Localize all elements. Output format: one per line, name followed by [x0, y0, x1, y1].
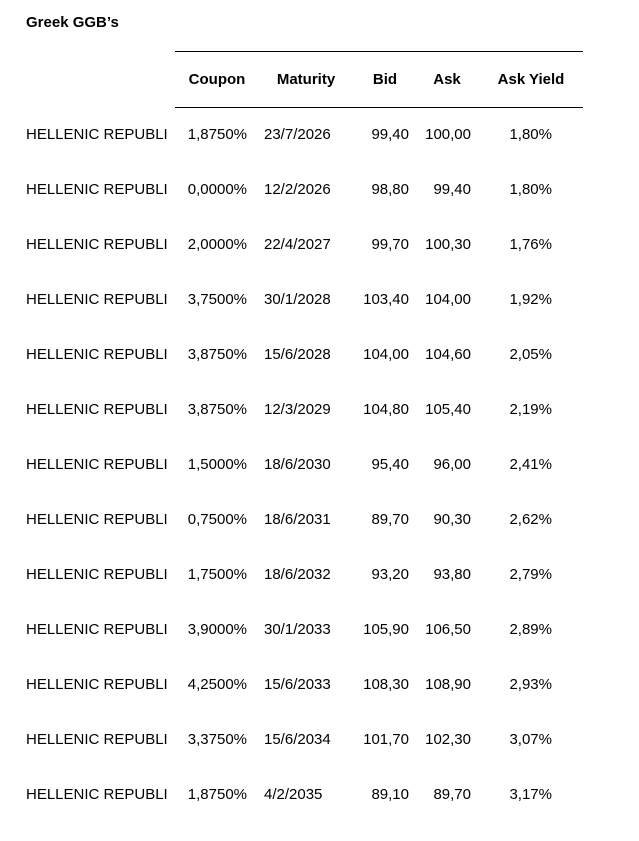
coupon-cell: 3,3750% — [187, 731, 247, 748]
table-row — [0, 401, 639, 456]
bond-name-cell: HELLENIC REPUBLI — [26, 346, 168, 363]
maturity-cell: 4/2/2035 — [264, 786, 323, 803]
ask-yield-cell: 2,89% — [509, 621, 552, 638]
bid-cell: 104,80 — [363, 401, 409, 418]
maturity-cell: 15/6/2028 — [264, 346, 331, 363]
maturity-cell: 30/1/2028 — [264, 291, 331, 308]
ask-yield-cell: 1,92% — [509, 291, 552, 308]
ask-yield-cell: 3,07% — [509, 731, 552, 748]
header-bottom-rule — [175, 107, 583, 108]
ask-cell: 100,00 — [425, 126, 471, 143]
bid-cell: 98,80 — [371, 181, 409, 198]
bond-name-cell: HELLENIC REPUBLI — [26, 621, 168, 638]
bond-name-cell: HELLENIC REPUBLI — [26, 181, 168, 198]
ask-yield-cell: 2,19% — [509, 401, 552, 418]
coupon-cell: 4,2500% — [187, 676, 247, 693]
coupon-cell: 1,8750% — [187, 786, 247, 803]
maturity-cell: 15/6/2033 — [264, 676, 331, 693]
bid-cell: 95,40 — [371, 456, 409, 473]
bond-name-cell: HELLENIC REPUBLI — [26, 126, 168, 143]
ask-yield-cell: 3,17% — [509, 786, 552, 803]
ask-yield-cell: 1,76% — [509, 236, 552, 253]
maturity-cell: 12/2/2026 — [264, 181, 331, 198]
ask-cell: 108,90 — [425, 676, 471, 693]
bond-name-cell: HELLENIC REPUBLI — [26, 291, 168, 308]
bond-name-cell: HELLENIC REPUBLI — [26, 236, 168, 253]
coupon-cell: 3,8750% — [187, 346, 247, 363]
coupon-cell: 3,8750% — [187, 401, 247, 418]
ask-cell: 99,40 — [433, 181, 471, 198]
column-header-coupon: Coupon — [188, 71, 246, 88]
bid-cell: 99,40 — [371, 126, 409, 143]
bond-name-cell: HELLENIC REPUBLI — [26, 456, 168, 473]
ask-cell: 89,70 — [433, 786, 471, 803]
column-header-ask-yield: Ask Yield — [497, 71, 565, 88]
bid-cell: 104,00 — [363, 346, 409, 363]
coupon-cell: 1,7500% — [187, 566, 247, 583]
column-header-maturity: Maturity — [276, 71, 336, 88]
bid-cell: 103,40 — [363, 291, 409, 308]
coupon-cell: 0,7500% — [187, 511, 247, 528]
maturity-cell: 18/6/2031 — [264, 511, 331, 528]
ask-cell: 105,40 — [425, 401, 471, 418]
column-header-ask: Ask — [433, 71, 461, 88]
page-title: Greek GGB’s — [26, 14, 119, 31]
ask-yield-cell: 1,80% — [509, 126, 552, 143]
table-row — [0, 346, 639, 401]
ask-yield-cell: 2,05% — [509, 346, 552, 363]
table-row — [0, 731, 639, 786]
maturity-cell: 18/6/2032 — [264, 566, 331, 583]
ask-yield-cell: 2,93% — [509, 676, 552, 693]
ask-yield-cell: 2,79% — [509, 566, 552, 583]
bond-name-cell: HELLENIC REPUBLI — [26, 566, 168, 583]
bond-name-cell: HELLENIC REPUBLI — [26, 786, 168, 803]
ask-cell: 90,30 — [433, 511, 471, 528]
table-row — [0, 511, 639, 566]
maturity-cell: 30/1/2033 — [264, 621, 331, 638]
bid-cell: 108,30 — [363, 676, 409, 693]
table-row — [0, 566, 639, 621]
table-row — [0, 236, 639, 291]
ask-yield-cell: 1,80% — [509, 181, 552, 198]
bond-name-cell: HELLENIC REPUBLI — [26, 511, 168, 528]
bid-cell: 101,70 — [363, 731, 409, 748]
ask-cell: 96,00 — [433, 456, 471, 473]
table-row — [0, 291, 639, 346]
maturity-cell: 22/4/2027 — [264, 236, 331, 253]
ask-cell: 93,80 — [433, 566, 471, 583]
ask-yield-cell: 2,62% — [509, 511, 552, 528]
table-row — [0, 181, 639, 236]
maturity-cell: 18/6/2030 — [264, 456, 331, 473]
bond-name-cell: HELLENIC REPUBLI — [26, 401, 168, 418]
bid-cell: 99,70 — [371, 236, 409, 253]
bond-name-cell: HELLENIC REPUBLI — [26, 731, 168, 748]
maturity-cell: 23/7/2026 — [264, 126, 331, 143]
column-header-bid: Bid — [372, 71, 398, 88]
maturity-cell: 12/3/2029 — [264, 401, 331, 418]
bond-table-body — [0, 126, 639, 841]
coupon-cell: 1,8750% — [187, 126, 247, 143]
bond-name-cell: HELLENIC REPUBLI — [26, 676, 168, 693]
ask-cell: 102,30 — [425, 731, 471, 748]
table-row — [0, 786, 639, 841]
ask-cell: 106,50 — [425, 621, 471, 638]
table-row — [0, 456, 639, 511]
header-top-rule — [175, 51, 583, 52]
maturity-cell: 15/6/2034 — [264, 731, 331, 748]
coupon-cell: 3,7500% — [187, 291, 247, 308]
table-row — [0, 676, 639, 731]
coupon-cell: 3,9000% — [187, 621, 247, 638]
ask-cell: 100,30 — [425, 236, 471, 253]
coupon-cell: 2,0000% — [187, 236, 247, 253]
table-row — [0, 126, 639, 181]
bid-cell: 89,70 — [371, 511, 409, 528]
bid-cell: 89,10 — [371, 786, 409, 803]
coupon-cell: 0,0000% — [187, 181, 247, 198]
ask-cell: 104,60 — [425, 346, 471, 363]
table-row — [0, 621, 639, 676]
coupon-cell: 1,5000% — [187, 456, 247, 473]
ask-yield-cell: 2,41% — [509, 456, 552, 473]
bid-cell: 105,90 — [363, 621, 409, 638]
ask-cell: 104,00 — [425, 291, 471, 308]
bid-cell: 93,20 — [371, 566, 409, 583]
